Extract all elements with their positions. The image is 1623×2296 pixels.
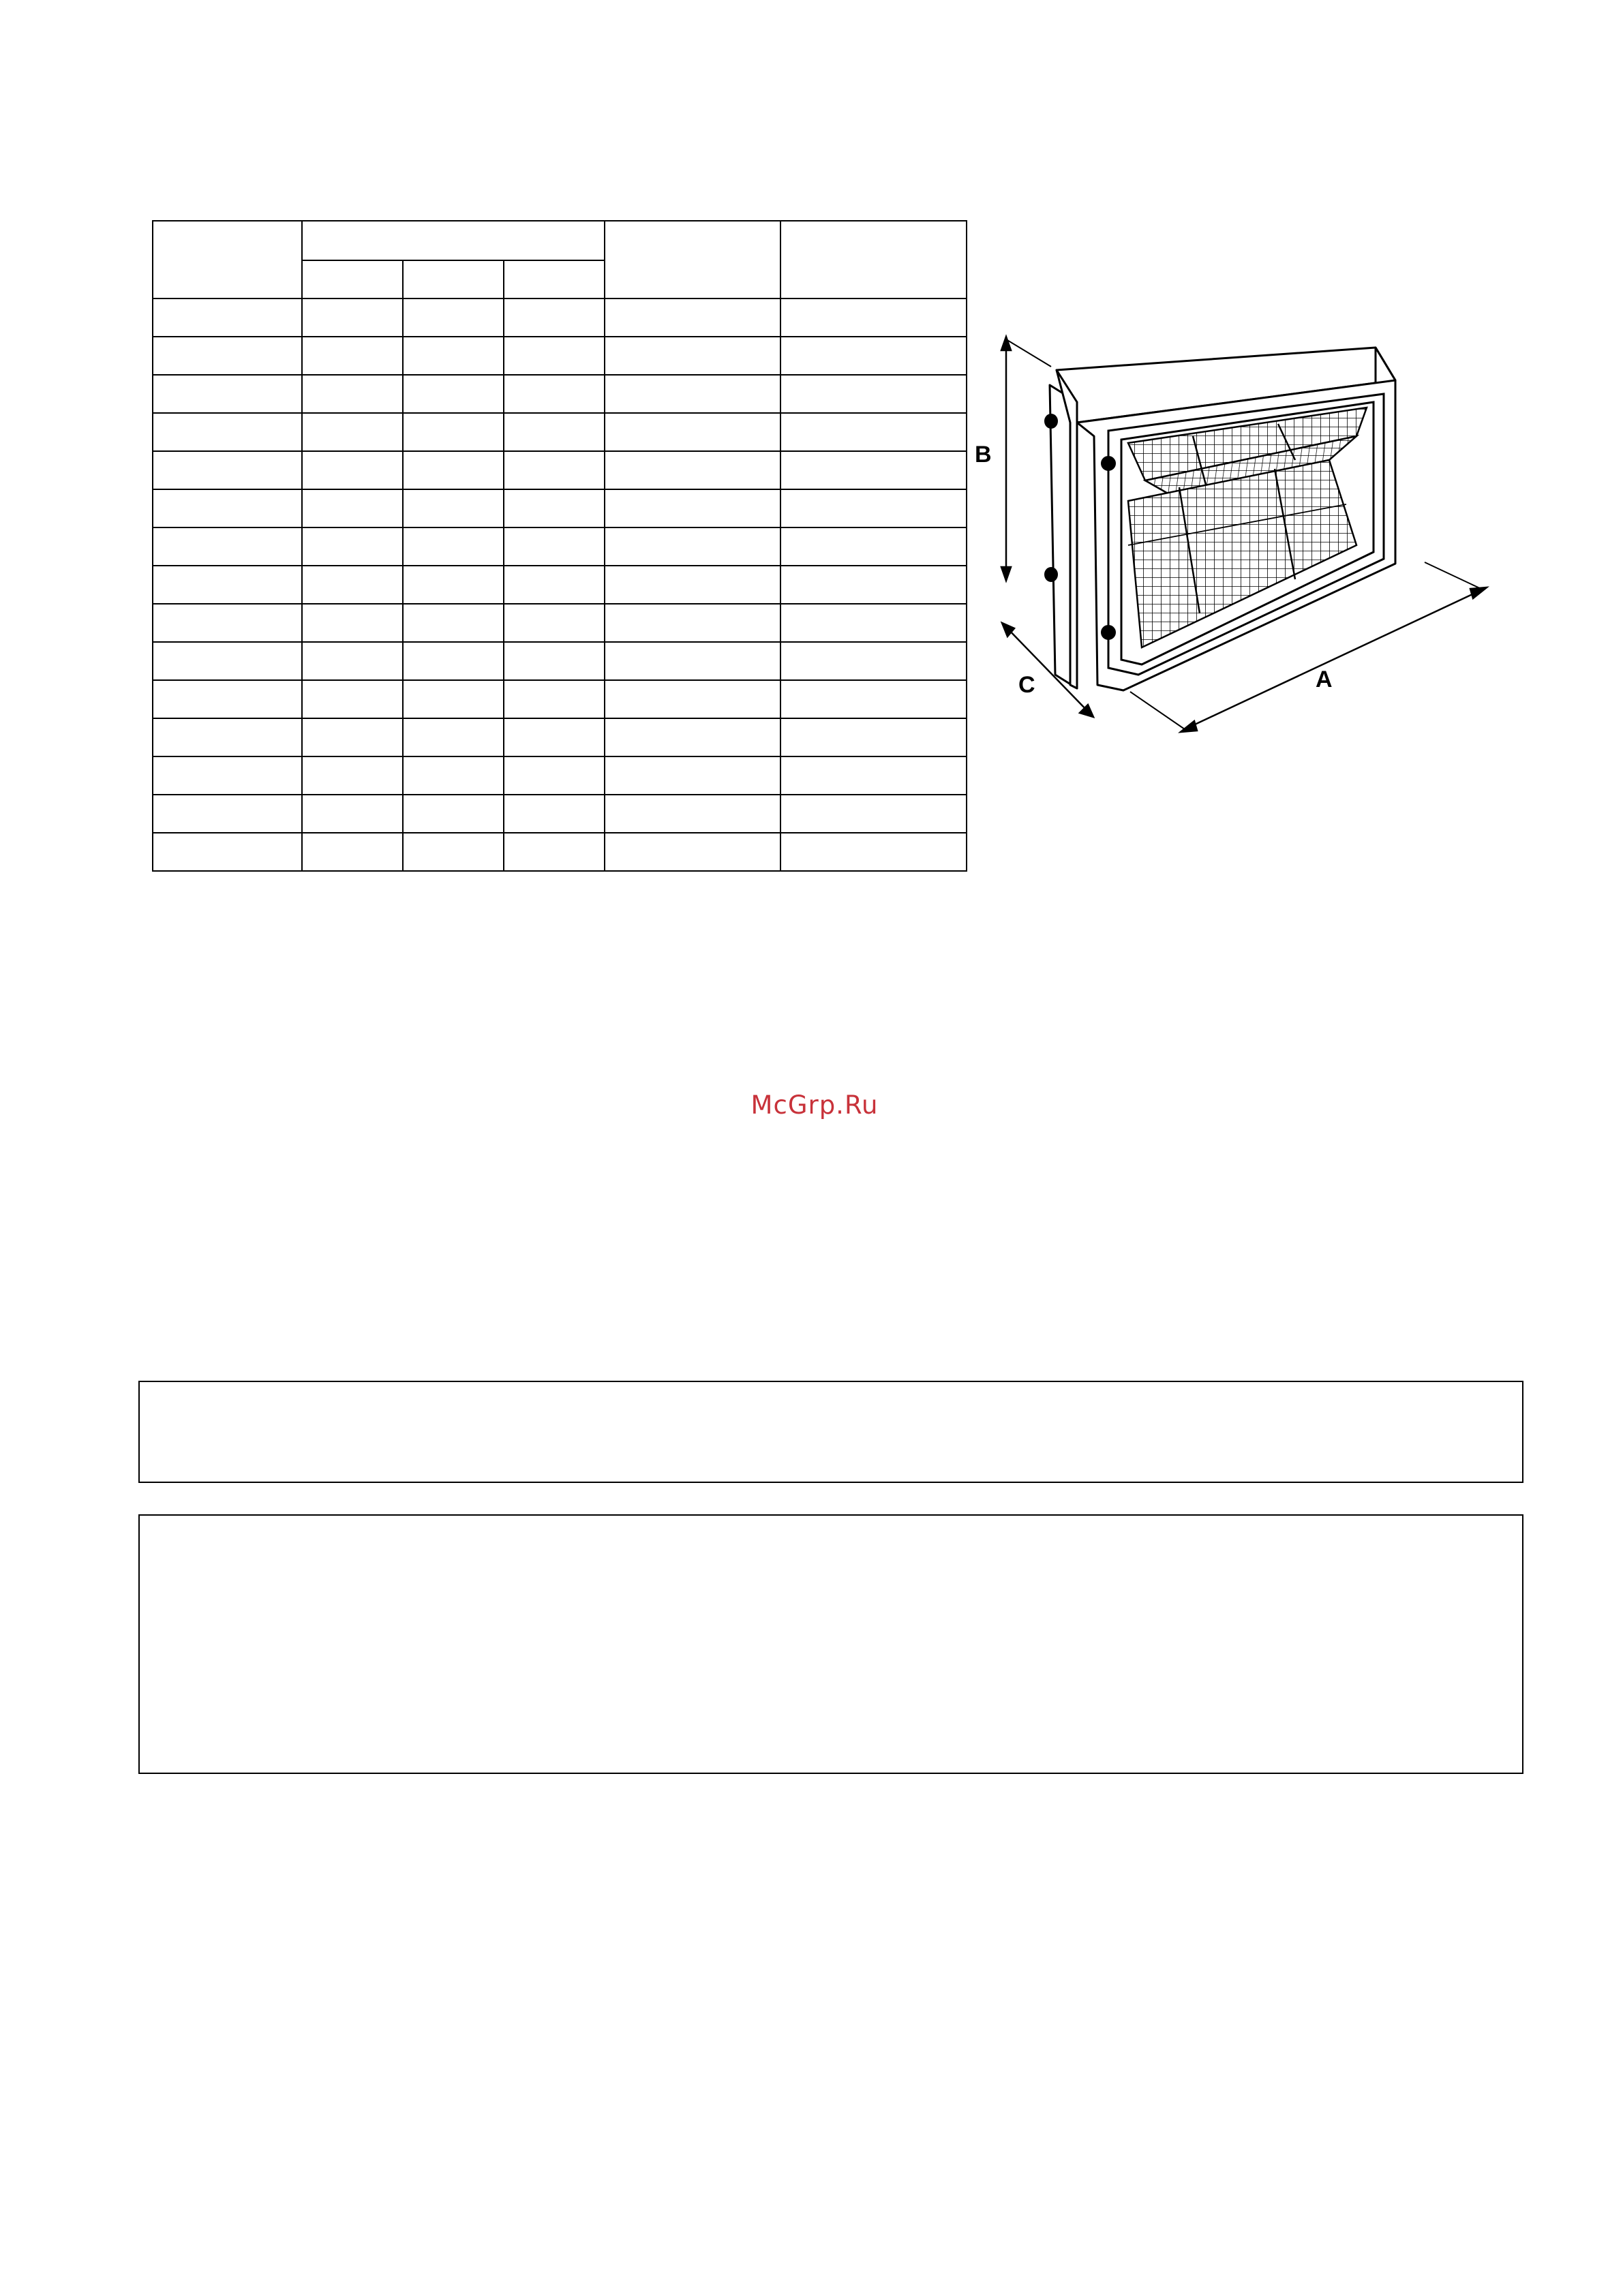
table-cell: [403, 566, 504, 604]
table-cell: [504, 413, 605, 451]
table-cell: [403, 680, 504, 718]
table-cell: [403, 718, 504, 756]
table-cell: [780, 489, 967, 527]
table-cell: [605, 680, 780, 718]
table-cell: [153, 375, 302, 413]
table-cell: [403, 451, 504, 489]
table-cell: [153, 642, 302, 680]
table-cell: [302, 527, 403, 566]
table-cell: [153, 604, 302, 642]
table-cell: [403, 527, 504, 566]
table-cell: [403, 795, 504, 833]
table-cell: [504, 604, 605, 642]
table-cell: [302, 680, 403, 718]
table-cell: [605, 604, 780, 642]
table-row: [153, 489, 967, 527]
table-cell: [153, 337, 302, 375]
table-row: [153, 604, 967, 642]
table-cell: [504, 718, 605, 756]
table-body: [153, 299, 967, 871]
table-cell: [780, 756, 967, 795]
table-row: [153, 337, 967, 375]
table-cell: [504, 642, 605, 680]
table-cell: [504, 833, 605, 871]
table-row: [153, 375, 967, 413]
table-cell: [780, 795, 967, 833]
subheader-cell-b: [403, 260, 504, 299]
table-cell: [403, 413, 504, 451]
table-cell: [605, 718, 780, 756]
table-cell: [504, 527, 605, 566]
table-cell: [780, 337, 967, 375]
table-row: [153, 833, 967, 871]
header-cell-col5: [605, 221, 780, 299]
watermark-text: McGrp.Ru: [750, 1090, 879, 1120]
table-cell: [153, 299, 302, 337]
table-cell: [605, 795, 780, 833]
table-cell: [302, 604, 403, 642]
table-cell: [504, 337, 605, 375]
table-cell: [403, 833, 504, 871]
table-cell: [302, 337, 403, 375]
table-cell: [153, 756, 302, 795]
table-cell: [605, 299, 780, 337]
table-cell: [780, 299, 967, 337]
table-cell: [780, 527, 967, 566]
table-cell: [302, 566, 403, 604]
header-cell-model: [153, 221, 302, 299]
note-box-upper: [138, 1381, 1523, 1483]
table-cell: [780, 375, 967, 413]
table-cell: [153, 566, 302, 604]
table-cell: [403, 299, 504, 337]
table-cell: [153, 833, 302, 871]
table-cell: [605, 756, 780, 795]
table-cell: [153, 680, 302, 718]
table-cell: [605, 527, 780, 566]
header-cell-dimensions: [302, 221, 605, 260]
table-cell: [153, 489, 302, 527]
table-cell: [605, 451, 780, 489]
dimension-c: [1002, 623, 1093, 717]
dimension-label-c: C: [1018, 672, 1035, 698]
table-cell: [302, 299, 403, 337]
dimension-b: [1001, 337, 1051, 581]
table-cell: [780, 642, 967, 680]
table-cell: [504, 795, 605, 833]
table-cell: [153, 451, 302, 489]
dimension-label-a: A: [1316, 667, 1333, 692]
note-box-lower: [138, 1514, 1523, 1774]
table-cell: [403, 604, 504, 642]
table-cell: [302, 756, 403, 795]
table-row: [153, 299, 967, 337]
table-cell: [302, 489, 403, 527]
table-cell: [504, 680, 605, 718]
table-row: [153, 451, 967, 489]
table-cell: [780, 451, 967, 489]
table-cell: [504, 489, 605, 527]
table-cell: [780, 718, 967, 756]
subheader-cell-c: [504, 260, 605, 299]
table-row: [153, 718, 967, 756]
table-cell: [605, 642, 780, 680]
filter-unit-drawing: [975, 320, 1500, 743]
table-cell: [504, 451, 605, 489]
table-row: [153, 756, 967, 795]
table-cell: [302, 642, 403, 680]
table-cell: [302, 833, 403, 871]
table-row: [153, 527, 967, 566]
table-header-row: [153, 221, 967, 260]
table-cell: [153, 795, 302, 833]
table-cell: [403, 337, 504, 375]
table-row: [153, 795, 967, 833]
table-row: [153, 566, 967, 604]
table-cell: [302, 795, 403, 833]
table-cell: [605, 375, 780, 413]
table-cell: [153, 413, 302, 451]
table-cell: [605, 489, 780, 527]
table-cell: [780, 604, 967, 642]
table-cell: [153, 718, 302, 756]
table-cell: [403, 756, 504, 795]
table-cell: [605, 413, 780, 451]
table-cell: [403, 375, 504, 413]
table-cell: [504, 756, 605, 795]
table-cell: [403, 489, 504, 527]
table-cell: [605, 833, 780, 871]
table-row: [153, 680, 967, 718]
table-cell: [302, 451, 403, 489]
table-cell: [780, 833, 967, 871]
table-cell: [605, 337, 780, 375]
table-cell: [780, 413, 967, 451]
table-cell: [504, 299, 605, 337]
table-cell: [504, 566, 605, 604]
table-cell: [302, 718, 403, 756]
table-cell: [302, 375, 403, 413]
spec-table: [152, 220, 967, 872]
table-cell: [605, 566, 780, 604]
header-cell-col6: [780, 221, 967, 299]
table-cell: [153, 527, 302, 566]
table-cell: [302, 413, 403, 451]
table-row: [153, 413, 967, 451]
table-cell: [780, 566, 967, 604]
table-cell: [504, 375, 605, 413]
table-row: [153, 642, 967, 680]
dimension-label-b: B: [975, 442, 992, 468]
table-cell: [780, 680, 967, 718]
table-cell: [403, 642, 504, 680]
subheader-cell-a: [302, 260, 403, 299]
